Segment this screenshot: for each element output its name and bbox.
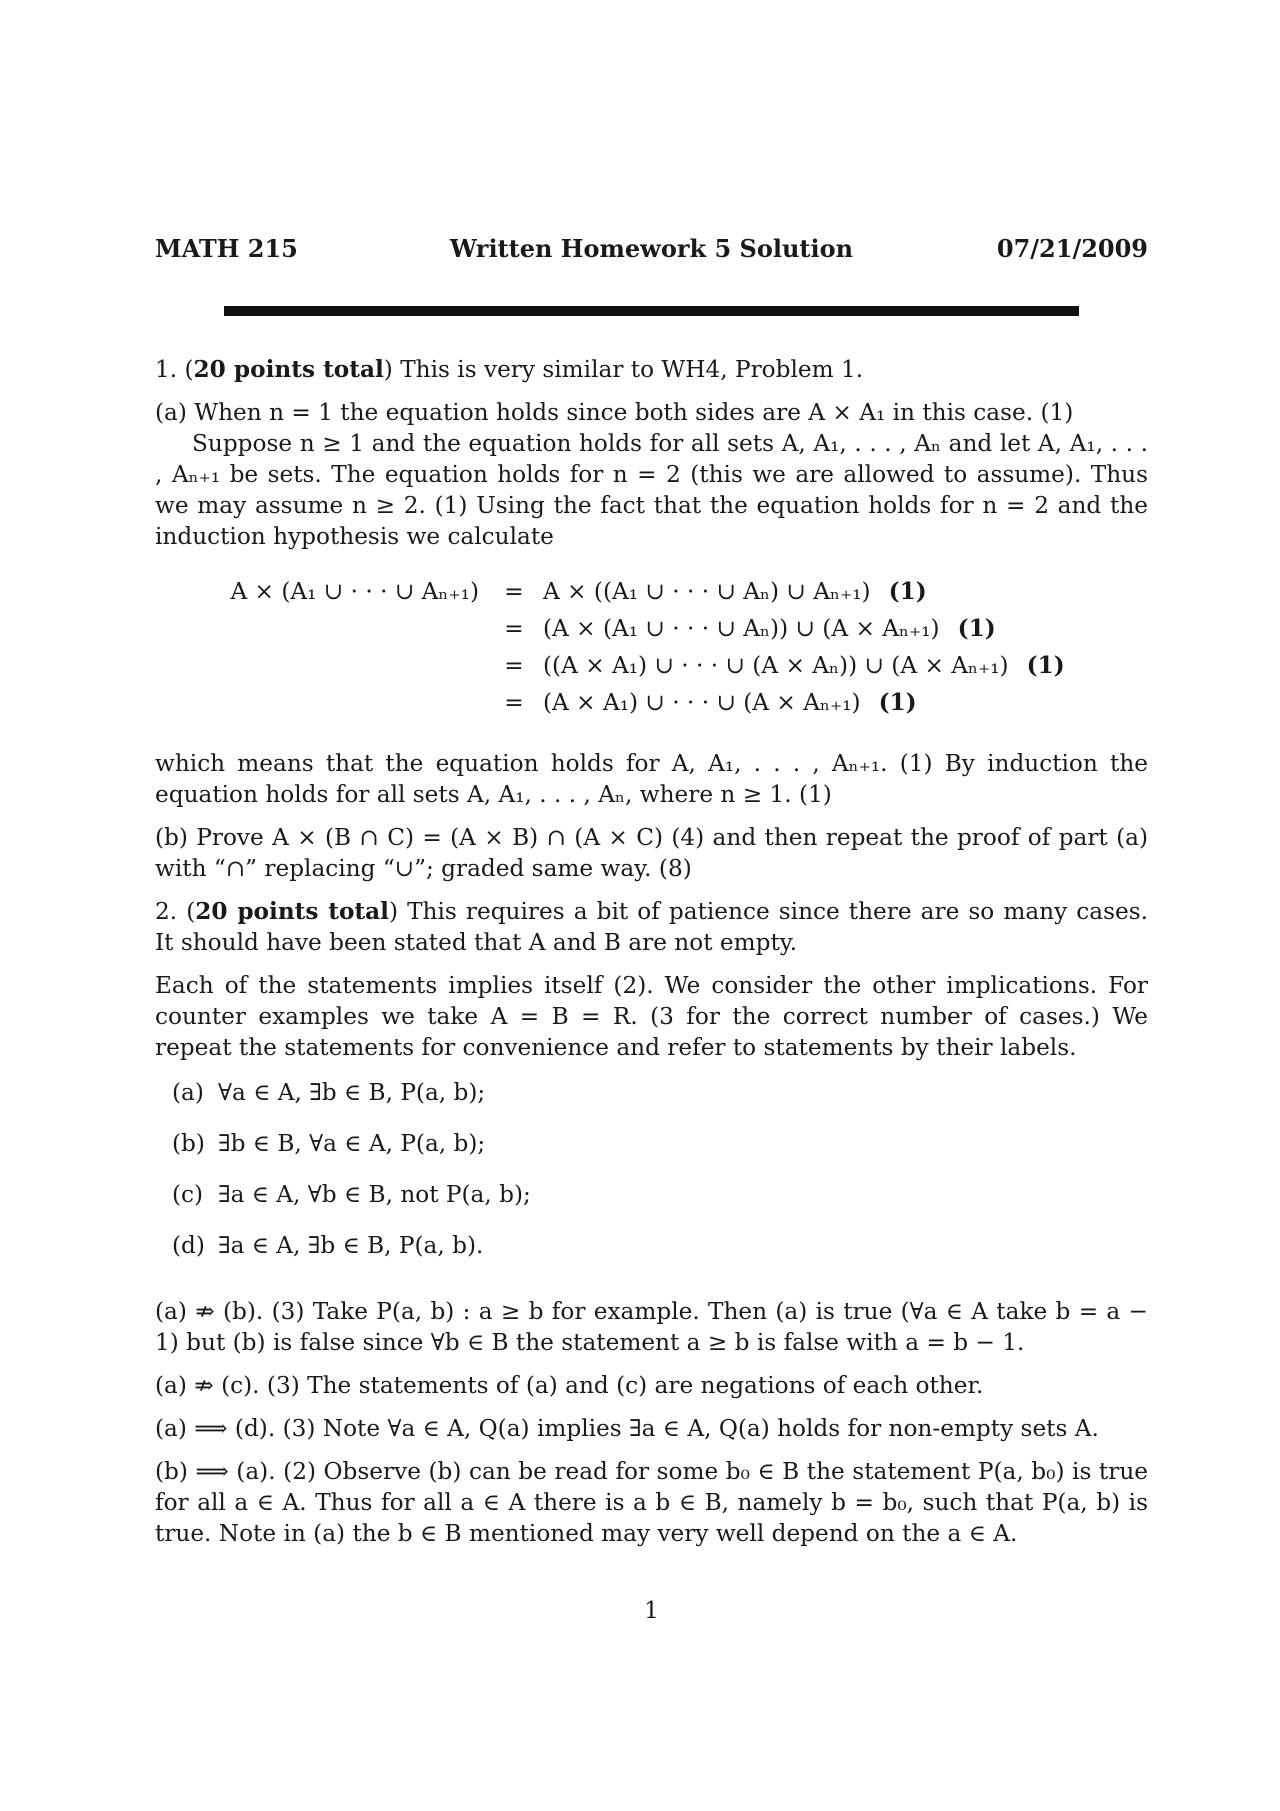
statement-text: ∀a ∈ A, ∃b ∈ B, P(a, b); — [218, 1079, 486, 1106]
equals-sign: = — [504, 615, 524, 642]
equation-points: (1) — [878, 689, 917, 716]
problem-2-heading — [155, 896, 1148, 958]
equation-rhs: (A × (A₁ ∪ · · · ∪ Aₙ)) ∪ (A × Aₙ₊₁) — [543, 615, 940, 642]
problem-1-points: 20 points total — [193, 356, 384, 383]
equals-sign: = — [504, 652, 524, 679]
statement-item — [172, 1077, 1148, 1128]
equals-sign: = — [504, 578, 524, 605]
page-header — [155, 234, 1148, 268]
statement-label: (b) — [172, 1130, 205, 1157]
equation-rhs: A × ((A₁ ∪ · · · ∪ Aₙ) ∪ Aₙ₊₁) — [543, 578, 871, 605]
problem-2-number: 2. ( — [155, 898, 196, 925]
equation-points: (1) — [1026, 652, 1065, 679]
part-b-paragraph: (b) Prove A × (B ∩ C) = (A × B) ∩ (A × C) (4) and then repeat the proof of part (a) with “∩” replacing “∪”; graded same way. (8) — [155, 824, 1148, 882]
statement-label: (c) — [172, 1181, 204, 1208]
document-title: Written Homework 5 Solution — [449, 234, 854, 263]
document-body — [155, 354, 1148, 1561]
induction-equation-block — [155, 576, 1148, 724]
equation-row — [155, 613, 1148, 650]
equation-row — [155, 687, 1148, 724]
implication-a-d: (a) ⟹ (d). (3) Note ∀a ∈ A, Q(a) implies ∃a ∈ A, Q(a) holds for non-empty sets A. — [155, 1415, 1099, 1442]
statement-label: (d) — [172, 1232, 205, 1259]
problem-1-text: ) This is very similar to WH4, Problem 1. — [383, 356, 864, 383]
implication-a-c: (a) ⇏ (c). (3) The statements of (a) and (c) are negations of each other. — [155, 1372, 984, 1399]
statement-item — [172, 1179, 1148, 1230]
induction-conclusion: which means that the equation holds for A, A₁, . . . , Aₙ₊₁. (1) By induction the equation holds for all sets A, A₁, . . . , Aₙ, where n ≥ 1. (1) — [155, 750, 1148, 808]
equation-row — [155, 650, 1148, 687]
statement-list — [172, 1077, 1148, 1270]
statement-text: ∃b ∈ B, ∀a ∈ A, P(a, b); — [218, 1130, 486, 1157]
problem-2-text: ) This requires a bit of patience since there are so many cases. It should have been stated that A and B are not empty. — [155, 898, 1148, 956]
part-a-line1: (a) When n = 1 the equation holds since both sides are A × A₁ in this case. (1) — [155, 399, 1074, 426]
problem-2-points: 20 points total — [195, 898, 389, 925]
part-a-paragraph: Suppose n ≥ 1 and the equation holds for all sets A, A₁, . . . , Aₙ and let A, A₁, . . . , Aₙ₊₁ be sets. The equation holds for n = 2 (this we are allowed to assume). Thus we may assume n ≥ 2. (1) Using the fact that the equation holds for n = 2 and the induction hypothesis we calculate — [155, 430, 1148, 550]
equation-rhs: (A × A₁) ∪ · · · ∪ (A × Aₙ₊₁) — [543, 689, 861, 716]
statement-item — [172, 1230, 1148, 1270]
implication-a-b: (a) ⇏ (b). (3) Take P(a, b) : a ≥ b for example. Then (a) is true (∀a ∈ A take b = a − 1) but (b) is false since ∀b ∈ B the statement a ≥ b is false with a = b − 1. — [155, 1298, 1148, 1356]
course-label: MATH 215 — [155, 234, 298, 263]
equation-rhs: ((A × A₁) ∪ · · · ∪ (A × Aₙ)) ∪ (A × Aₙ₊₁) — [543, 652, 1009, 679]
statement-text: ∃a ∈ A, ∀b ∈ B, not P(a, b); — [218, 1181, 531, 1208]
statement-label: (a) — [172, 1079, 204, 1106]
statement-text: ∃a ∈ A, ∃b ∈ B, P(a, b). — [218, 1232, 484, 1259]
equation-points: (1) — [888, 578, 927, 605]
problem-1-heading — [155, 354, 1148, 385]
problem-2-intro: Each of the statements implies itself (2). We consider the other implications. For counter examples we take A = B = R. (3 for the correct number of cases.) We repeat the statements for convenience and refer to statements by their labels. — [155, 972, 1148, 1061]
equation-points: (1) — [957, 615, 996, 642]
date-label: 07/21/2009 — [996, 234, 1148, 263]
equals-sign: = — [504, 689, 524, 716]
header-rule — [224, 306, 1079, 316]
equation-lhs: A × (A₁ ∪ · · · ∪ Aₙ₊₁) — [230, 578, 479, 605]
statement-item — [172, 1128, 1148, 1179]
problem-1-number: 1. ( — [155, 356, 194, 383]
implication-b-a: (b) ⟹ (a). (2) Observe (b) can be read for some b₀ ∈ B the statement P(a, b₀) is true for all a ∈ A. Thus for all a ∈ A there is a b ∈ B, namely b = b₀, such that P(a, b) is true. Note in (a) the b ∈ B mentioned may very well depend on the a ∈ A. — [155, 1458, 1148, 1547]
equation-row — [155, 576, 1148, 613]
page-number: 1 — [644, 1598, 659, 1624]
